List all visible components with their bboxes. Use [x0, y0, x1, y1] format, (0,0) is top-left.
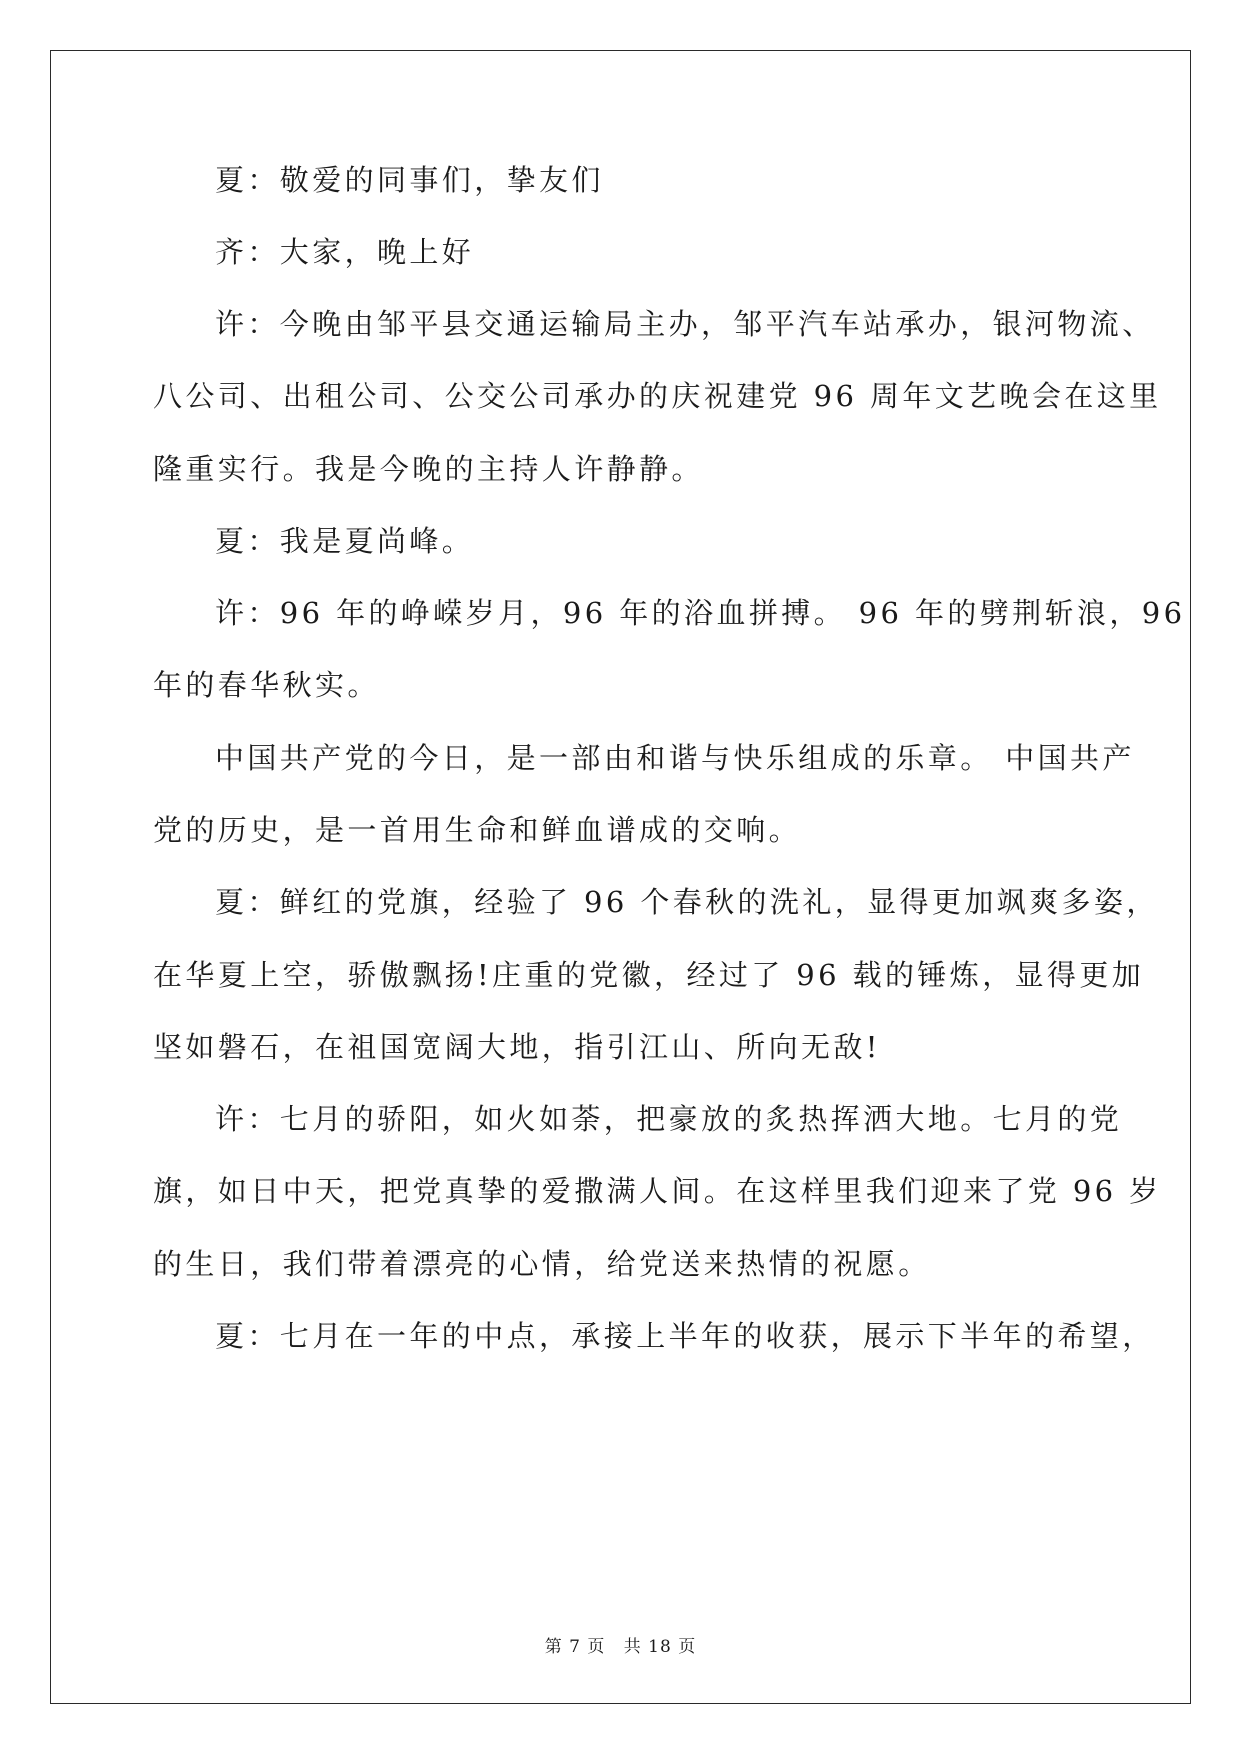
text-line: 旗，如日中天，把党真挚的爱撒满人间。在这样里我们迎来了党 96 岁 — [153, 1174, 1162, 1208]
text-line: 许：今晚由邹平县交通运输局主办，邹平汽车站承办，银河物流、 — [215, 307, 1155, 341]
text-line: 齐：大家，晚上好 — [215, 235, 475, 269]
page-footer — [0, 1632, 1241, 1657]
text-line: 党的历史，是一首用生命和鲜血谱成的交响。 — [153, 813, 802, 847]
page-border — [50, 50, 1191, 1704]
text-line: 夏：鲜红的党旗，经验了 96 个春秋的洗礼，显得更加飒爽多姿， — [215, 885, 1159, 919]
text-line: 许：七月的骄阳，如火如荼，把豪放的炙热挥洒大地。七月的党 — [215, 1102, 1123, 1136]
text-line: 年的春华秋实。 — [153, 668, 380, 702]
total-pages: 共 18 页 — [623, 1637, 697, 1657]
text-line: 夏：七月在一年的中点，承接上半年的收获，展示下半年的希望， — [215, 1319, 1155, 1353]
text-line: 的生日，我们带着漂亮的心情，给党送来热情的祝愿。 — [153, 1247, 931, 1281]
text-line: 中国共产党的今日，是一部由和谐与快乐组成的乐章。 中国共产 — [215, 741, 1135, 775]
text-line: 隆重实行。我是今晚的主持人许静静。 — [153, 452, 704, 486]
text-line: 夏：敬爱的同事们，挚友们 — [215, 163, 604, 197]
text-line: 许：96 年的峥嵘岁月，96 年的浴血拼搏。 96 年的劈荆斩浪，96 — [215, 596, 1186, 630]
text-line: 坚如磐石，在祖国宽阔大地，指引江山、所向无敌! — [153, 1030, 881, 1064]
text-line: 夏：我是夏尚峰。 — [215, 524, 475, 558]
page-number: 第 7 页 — [544, 1637, 606, 1657]
text-line: 在华夏上空，骄傲飘扬!庄重的党徽，经过了 96 载的锤炼，显得更加 — [153, 958, 1145, 992]
text-line: 八公司、出租公司、公交公司承办的庆祝建党 96 周年文艺晚会在这里 — [153, 379, 1162, 413]
